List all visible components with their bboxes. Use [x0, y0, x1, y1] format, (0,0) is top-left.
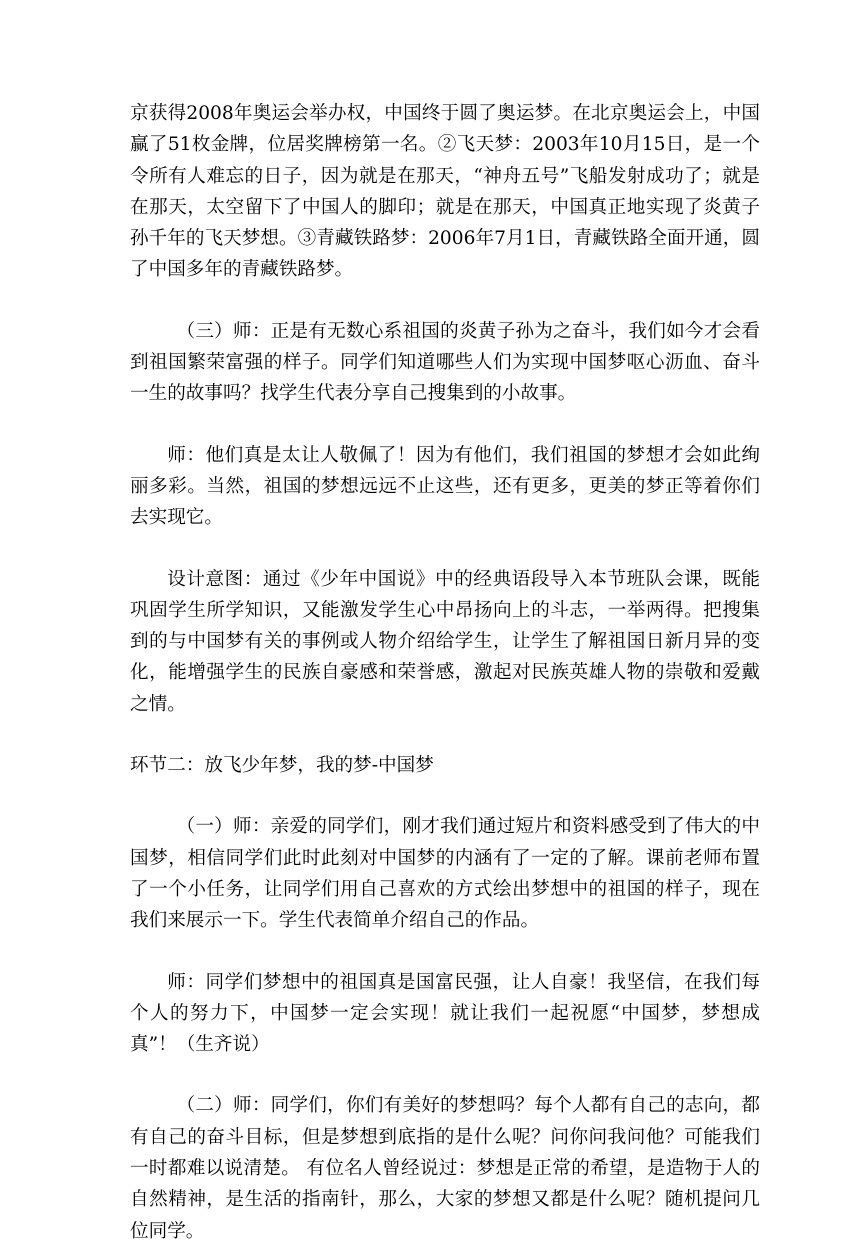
paragraph-part-three: （三）师：正是有无数心系祖国的炎黄子孙为之奋斗，我们如今才会看到祖国繁荣富强的样子。同学们知道哪些人们为实现中国梦呕心沥血、奋斗一生的故事吗？找学生代表分享自己搜集到的小故事。 [130, 320, 760, 405]
paragraph-design-intent: 设计意图：通过《少年中国说》中的经典语段导入本节班队会课，既能巩固学生所学知识，又能激发学生心中昂扬向上的斗志，一举两得。把搜集到的与中国梦有关的事例或人物介绍给学生，让学生了解祖国日新月异的变化，能增强学生的民族自豪感和荣誉感，激起对民族英雄人物的崇敬和爱戴之情。 [130, 568, 760, 715]
section-two-heading: 环节二：放飞少年梦，我的梦-中国梦 [130, 755, 434, 777]
paragraph-part-one: （一）师：亲爱的同学们，刚才我们通过短片和资料感受到了伟大的中国梦，相信同学们此时此刻对中国梦的内涵有了一定的了解。课前老师布置了一个小任务，让同学们用自己喜欢的方式绘出梦想中的祖国的样子，现在我们来展示一下。学生代表简单介绍自己的作品。 [130, 816, 760, 932]
document-page [130, 98, 760, 1247]
paragraph-teacher-admire: 师：他们真是太让人敬佩了！因为有他们，我们祖国的梦想才会如此绚丽多彩。当然，祖国的梦想远远不止这些，还有更多，更美的梦正等着你们去实现它。 [130, 444, 760, 529]
paragraph-teacher-believe: 师：同学们梦想中的祖国真是国富民强，让人自豪！我坚信，在我们每个人的努力下，中国梦一定会实现！就让我们一起祝愿“中国梦，梦想成真”！（生齐说） [130, 971, 760, 1056]
paragraph-dreams-continued: 京获得2008年奥运会举办权，中国终于圆了奥运梦。在北京奥运会上，中国赢了51枚金牌，位居奖牌榜第一名。②飞天梦：2003年10月15日，是一个令所有人难忘的日子，因为就是在那天，“神舟五号”飞船发射成功了；就是在那天，太空留下了中国人的脚印；就是在那天，中国真正地实现了炎黄子孙千年的飞天梦想。③青藏铁路梦：2006年7月1日，青藏铁路全面开通，圆了中国多年的青藏铁路梦。 [130, 103, 760, 281]
paragraph-part-two: （二）师：同学们，你们有美好的梦想吗？每个人都有自己的志向，都有自己的奋斗目标，但是梦想到底指的是什么呢？问你问我问他？可能我们一时都难以说清楚。 有位名人曾经说过：梦想是正常的希望，是造物于人的自然精神，是生活的指南针，那么，大家的梦想又都是什么呢？随机提问几位同学。 [130, 1095, 760, 1242]
